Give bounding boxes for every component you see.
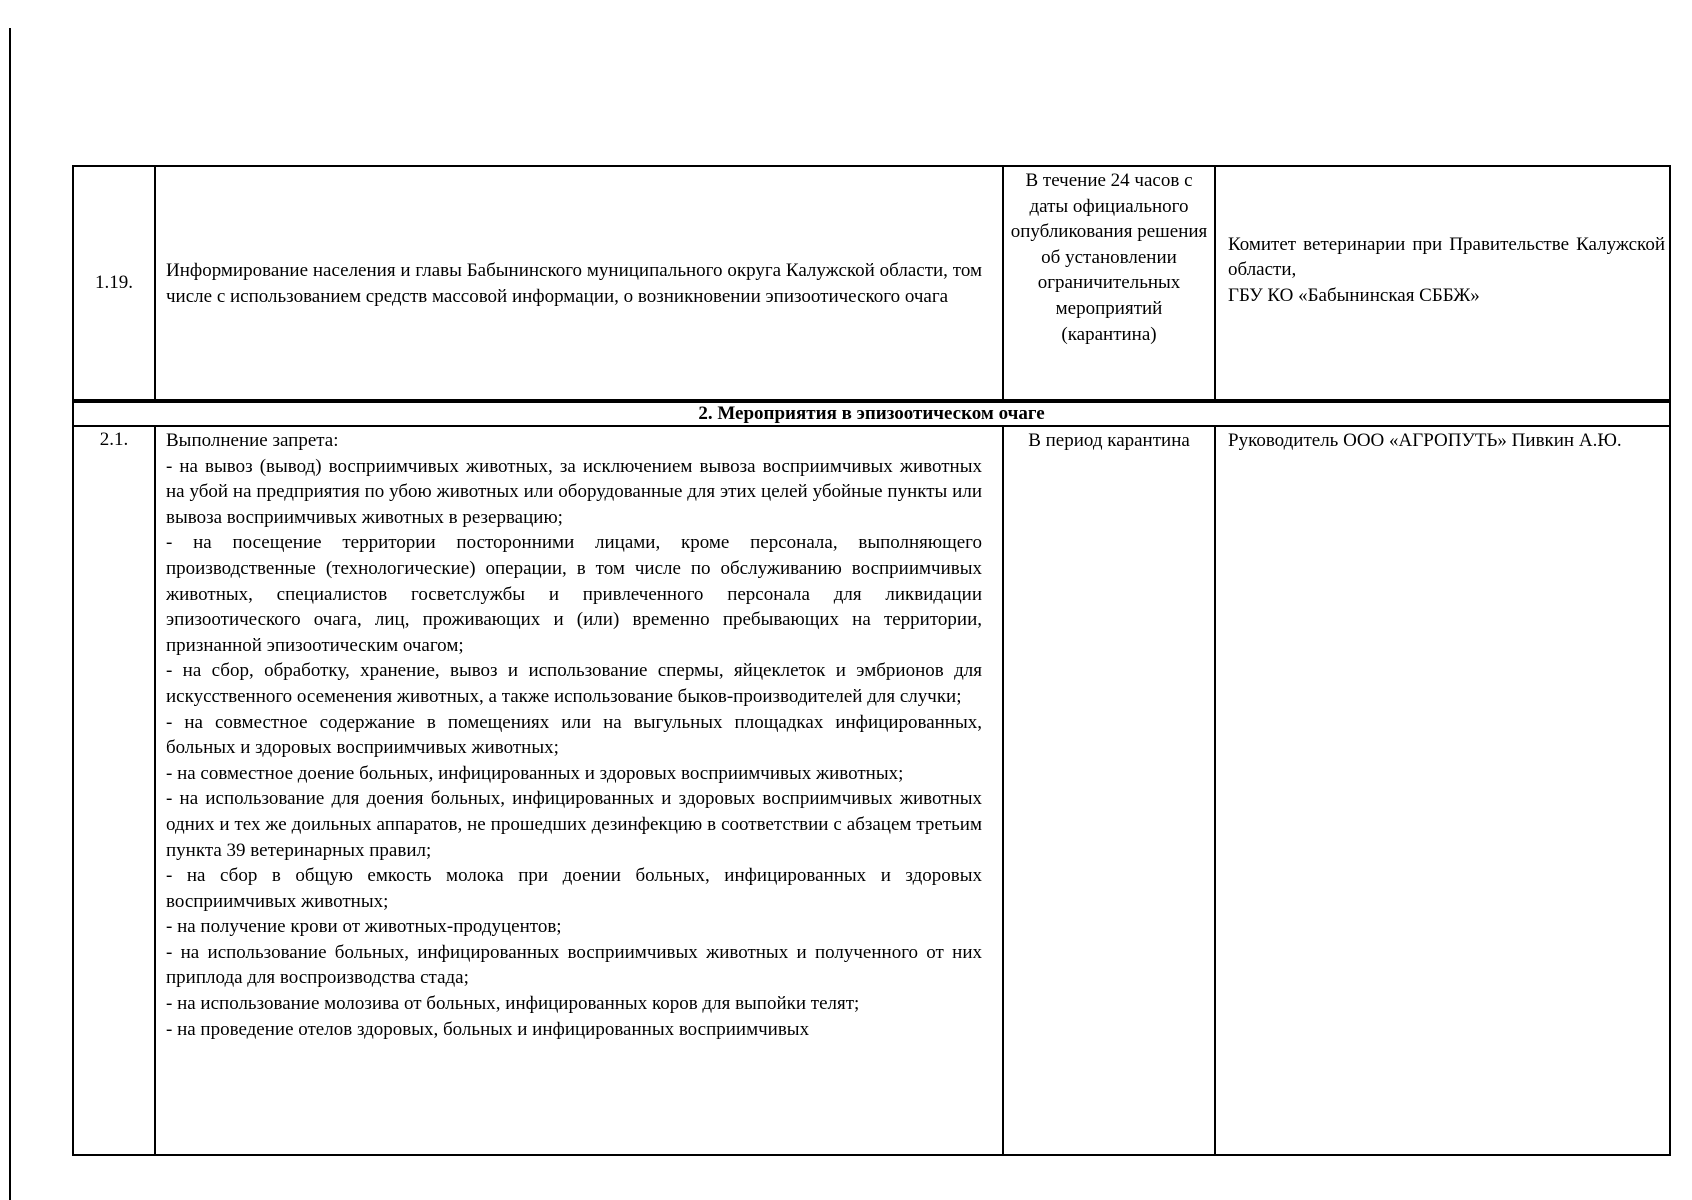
table-row (73, 166, 1670, 401)
measure-term: В течение 24 часов с даты официального опубликования решения об установлении ограничительных мероприятий (карантина) (1003, 166, 1215, 401)
measure-responsible: Руководитель ООО «АГРОПУТЬ» Пивкин А.Ю. (1215, 426, 1670, 1155)
row-number: 1.19. (73, 166, 155, 401)
description-line: - на совместное содержание в помещениях или на выгульных площадках инфицированных, больных и здоровых восприимчивых животных; (166, 711, 982, 759)
measure-description: Информирование населения и главы Бабынинского муниципального округа Калужской области, том числе с использованием средств массовой информации, о возникновении эпизоотического очага (155, 166, 1003, 401)
description-line: Выполнение запрета: (166, 430, 339, 451)
measures-table (72, 165, 1671, 1156)
description-line: - на использование для доения больных, инфицированных и здоровых восприимчивых животных одних и тех же доильных аппаратов, не прошедших дезинфекцию в соответствии с абзацем третьим пункта 39 ветеринарных правил; (166, 788, 982, 861)
description-line: - на получение крови от животных-продуцентов; (166, 916, 562, 938)
description-text (166, 428, 982, 1146)
description-line: - на сбор в общую емкость молока при доении больных, инфицированных и здоровых восприимчивых животных; (166, 865, 982, 912)
measure-responsible (1215, 166, 1670, 401)
responsible-line: Комитет ветеринарии при Правительстве Калужской области, (1228, 233, 1665, 281)
table-row (73, 426, 1670, 1155)
section-header-row (73, 401, 1670, 426)
description-line: - на использование больных, инфицированных восприимчивых животных и полученного от них приплода для воспроизводства стада; (166, 941, 982, 989)
description-line: - на проведение отелов здоровых, больных и инфицированных восприимчивых (166, 1018, 810, 1040)
description-line: - на использование молозива от больных, инфицированных коров для выпойки телят; (166, 993, 860, 1015)
section-title: 2. Мероприятия в эпизоотическом очаге (73, 401, 1670, 426)
responsible-line: ГБУ КО «Бабынинская СББЖ» (1228, 284, 1480, 306)
description-line: - на совместное доение больных, инфицированных и здоровых восприимчивых животных; (166, 762, 904, 784)
description-line: - на сбор, обработку, хранение, вывоз и использование спермы, яйцеклеток и эмбрионов для искусственного осеменения животных, а также использование быков-производителей для случки; (166, 660, 982, 707)
row-number: 2.1. (73, 426, 155, 1155)
description-line: - на вывоз (вывод) восприимчивых животных, за исключением вывоза восприимчивых животных на убой на предприятия по убою животных или оборудованные для этих целей убойные пункты или вывоза восприимчивых животных в резервацию; (166, 455, 982, 528)
page-margin-line (9, 28, 11, 1200)
measure-description (155, 426, 1003, 1155)
description-line: - на посещение территории посторонними лицами, кроме персонала, выполняющего производственные (технологические) операции, в том числе по обслуживанию восприимчивых животных, специалистов госветслужбы и привлеченного персонала для ликвидации эпизоотического очага, лиц, проживающих и (или) временно пребывающих на территории, признанной эпизоотическим очагом; (166, 532, 982, 656)
measure-term: В период карантина (1003, 426, 1215, 1155)
